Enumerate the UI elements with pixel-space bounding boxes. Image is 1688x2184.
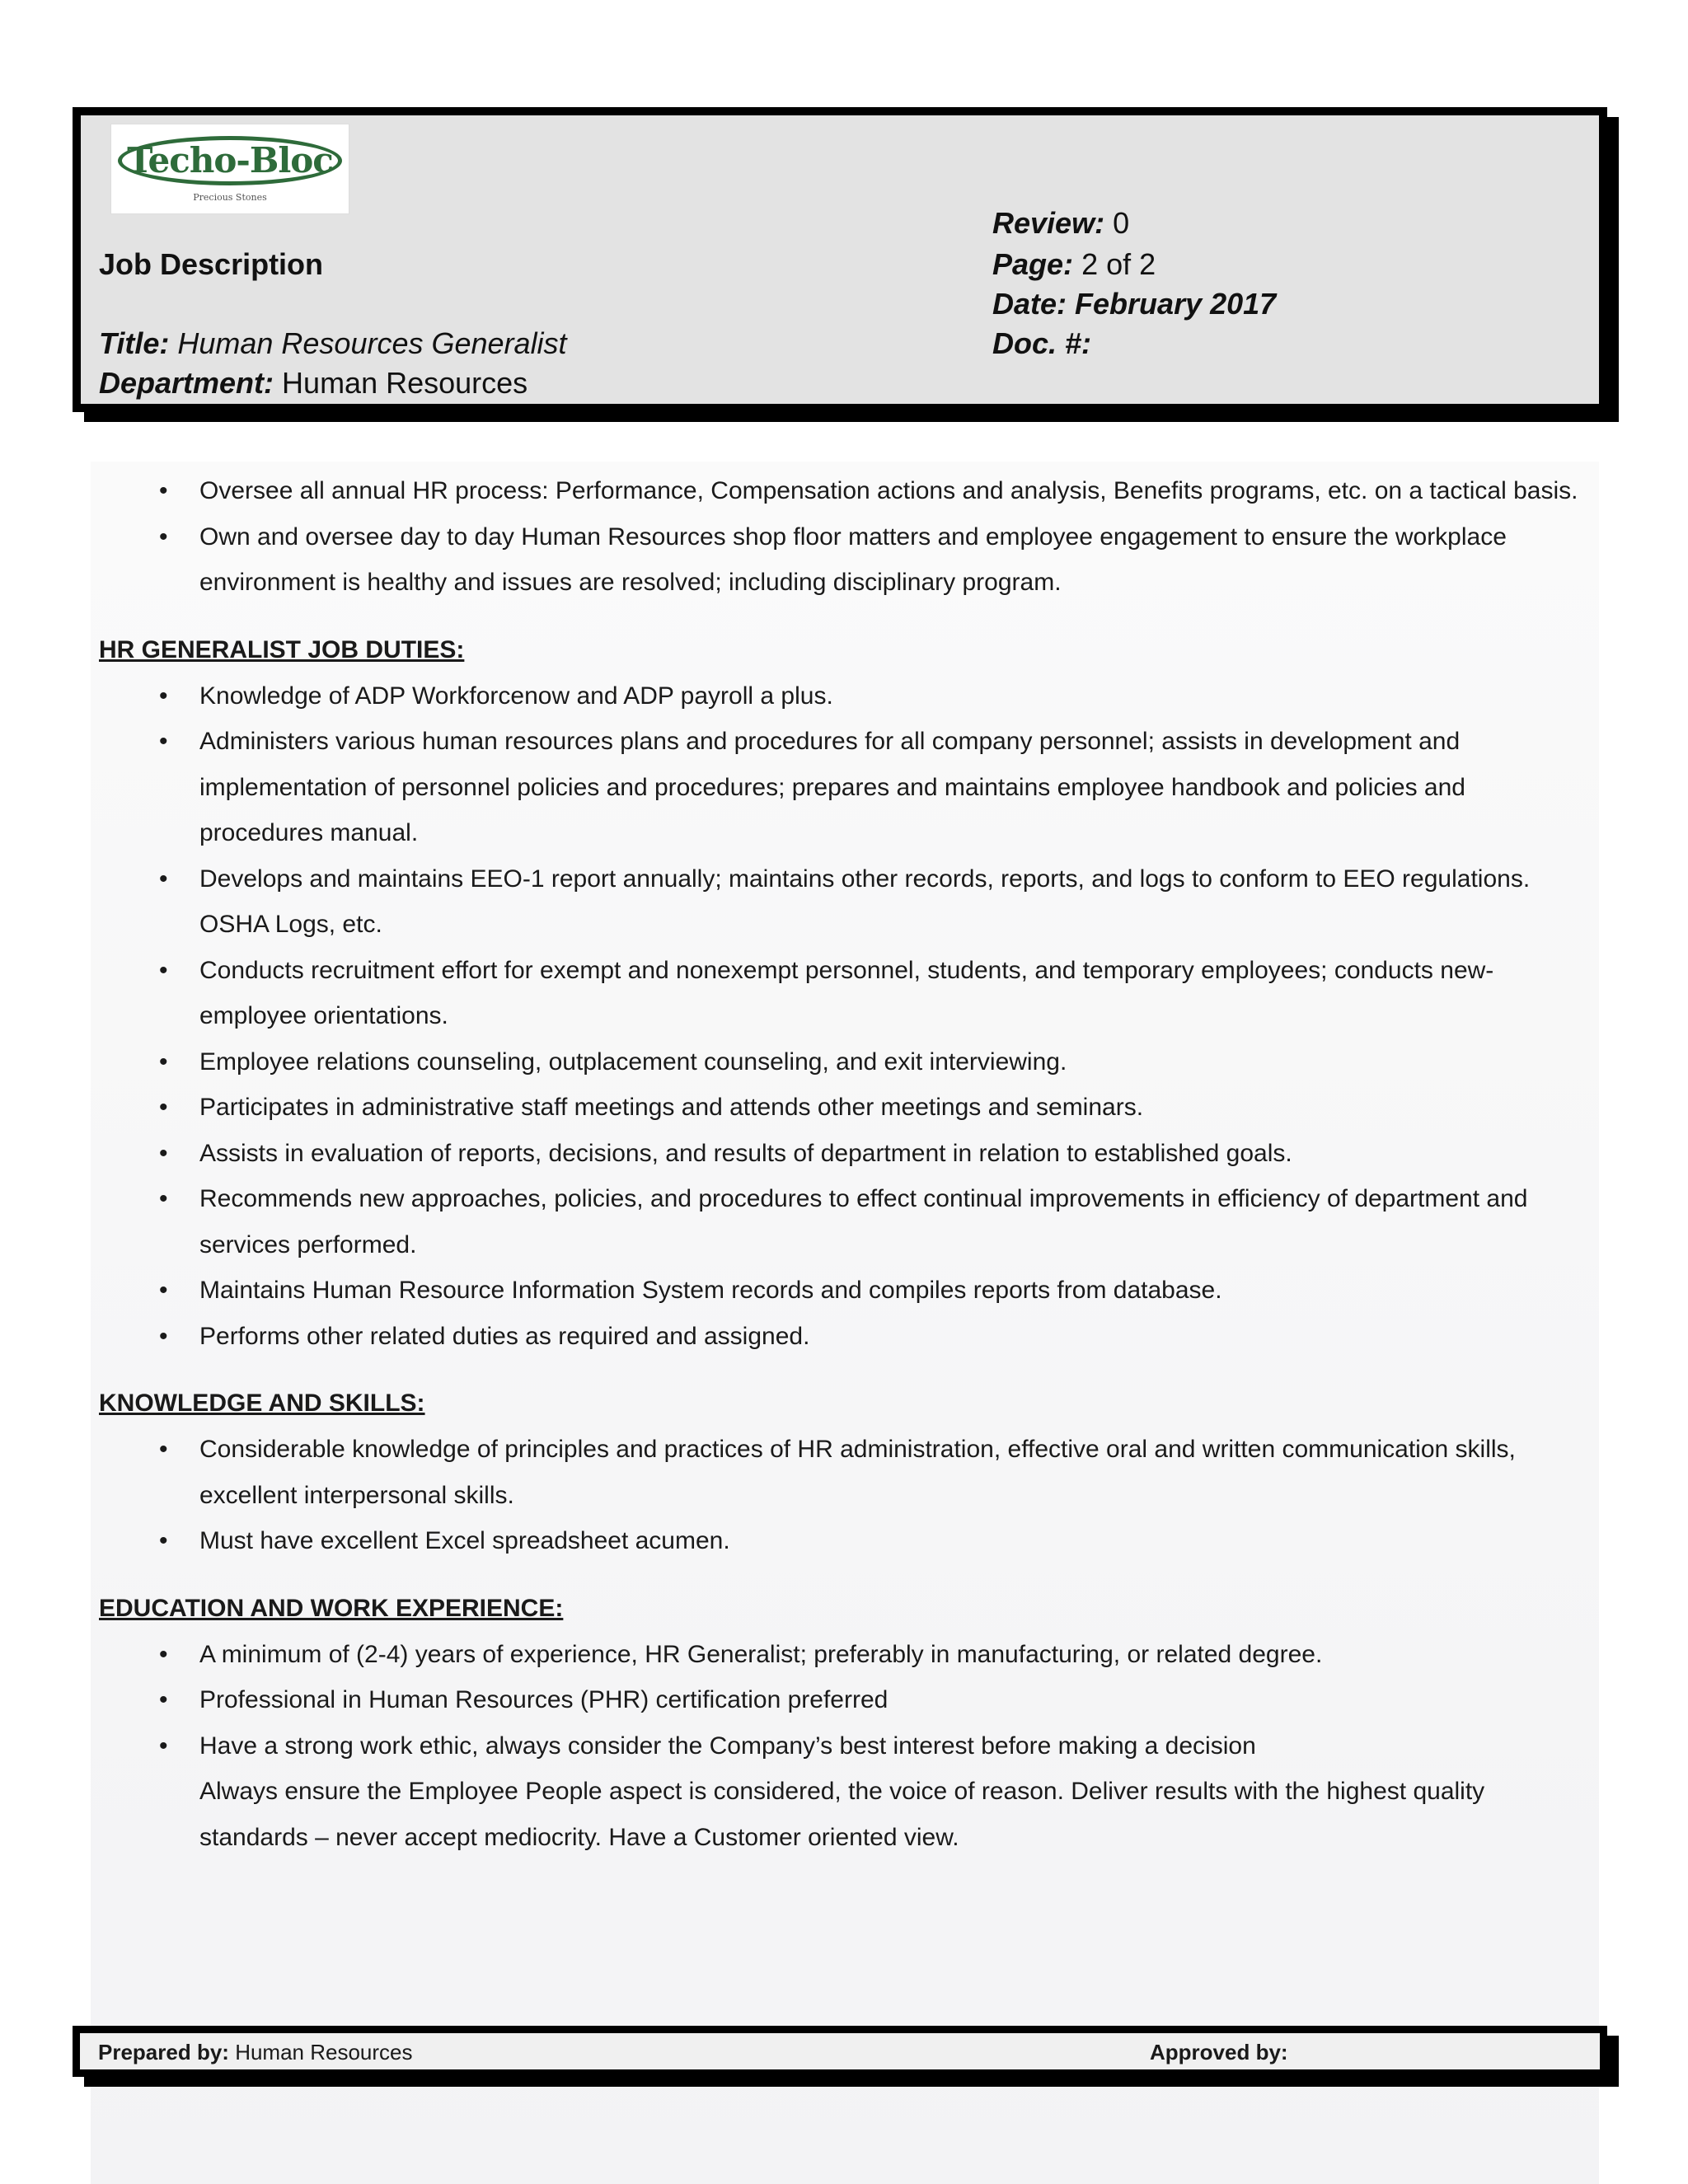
approved-by-label: Approved by: <box>1150 2040 1288 2064</box>
list-item: • Own and oversee day to day Human Resources shop floor matters and employee engagement to ensure the workplace environment is healthy and issues are resolved; including disciplinary program. <box>99 514 1582 606</box>
list-item: • Oversee all annual HR process: Performance, Compensation actions and analysis, Benefits programs, etc. on a tactical basis. <box>99 468 1582 514</box>
date-label: Date: <box>992 287 1067 321</box>
department-label: Department: <box>99 366 274 400</box>
intro-list <box>99 468 1582 606</box>
review-label: Review: <box>992 206 1105 240</box>
logo-subtext: Precious Stones <box>193 192 267 203</box>
list-item: • Participates in administrative staff meetings and attends other meetings and seminars. <box>99 1085 1582 1131</box>
doc-number-label: Doc. #: <box>992 326 1092 360</box>
prepared-value: Human Resources <box>235 2040 413 2064</box>
department-line <box>99 366 528 401</box>
review-line <box>992 206 1129 241</box>
list-item: • Administers various human resources plans and procedures for all company personnel; assists in development and implementation of personnel policies and procedures; prepares and maintains employee handbook and policies and procedures manual. <box>99 719 1582 856</box>
date-line <box>992 287 1276 321</box>
header-panel <box>81 115 1599 404</box>
skills-list <box>99 1427 1582 1564</box>
education-continuation: Always ensure the Employee People aspect is considered, the voice of reason. Deliver results with the highest quality standards – never accept mediocrity. Have a Customer oriented view. <box>199 1778 1485 1851</box>
list-item: • Develops and maintains EEO-1 report annually; maintains other records, reports, and logs to conform to EEO regulations. OSHA Logs, etc. <box>99 856 1582 948</box>
title-line <box>99 326 567 361</box>
title-label: Title: <box>99 326 170 360</box>
document-header <box>73 107 1607 412</box>
education-list <box>99 1632 1582 1769</box>
document-footer <box>73 2026 1607 2077</box>
list-item: • Knowledge of ADP Workforcenow and ADP payroll a plus. <box>99 673 1582 719</box>
list-item: • Maintains Human Resource Information System records and compiles reports from database. <box>99 1268 1582 1314</box>
list-item: • A minimum of (2-4) years of experience, HR Generalist; preferably in manufacturing, or related degree. <box>99 1632 1582 1678</box>
list-item: • Must have excellent Excel spreadsheet acumen. <box>99 1518 1582 1564</box>
date-value: February 2017 <box>1075 287 1277 321</box>
list-item: • Have a strong work ethic, always consider the Company’s best interest before making a decision <box>99 1723 1582 1769</box>
logo-oval <box>118 136 342 185</box>
section-heading-duties: HR GENERALIST JOB DUTIES: <box>99 635 465 663</box>
logo-text: Techo-Bloc <box>127 140 333 180</box>
list-item: • Considerable knowledge of principles and practices of HR administration, effective oral and written communication skills, excellent interpersonal skills. <box>99 1427 1582 1518</box>
job-description-heading: Job Description <box>99 247 324 281</box>
section-heading-education: EDUCATION AND WORK EXPERIENCE: <box>99 1594 564 1622</box>
list-item: • Employee relations counseling, outplacement counseling, and exit interviewing. <box>99 1039 1582 1085</box>
page-label: Page: <box>992 247 1074 281</box>
prepared-label: Prepared by: <box>98 2040 229 2064</box>
page-line <box>992 247 1156 282</box>
page-value: 2 of 2 <box>1081 247 1156 281</box>
title-value: Human Resources Generalist <box>177 326 567 360</box>
list-item: • Recommends new approaches, policies, and procedures to effect continual improvements in efficiency of department and services performed. <box>99 1176 1582 1268</box>
department-value: Human Resources <box>282 366 528 400</box>
list-item: • Conducts recruitment effort for exempt and nonexempt personnel, students, and temporary employees; conducts new-employee orientations. <box>99 948 1582 1039</box>
company-logo <box>110 124 349 214</box>
footer-panel <box>80 2033 1600 2069</box>
review-value: 0 <box>1113 206 1130 240</box>
list-item: • Performs other related duties as required and assigned. <box>99 1314 1582 1360</box>
section-heading-skills: KNOWLEDGE AND SKILLS: <box>99 1390 425 1417</box>
duties-list <box>99 673 1582 1360</box>
prepared-by <box>98 2040 413 2065</box>
document-body <box>99 468 1582 1860</box>
list-item: • Professional in Human Resources (PHR) certification preferred <box>99 1677 1582 1723</box>
list-item: • Assists in evaluation of reports, decisions, and results of department in relation to established goals. <box>99 1131 1582 1177</box>
